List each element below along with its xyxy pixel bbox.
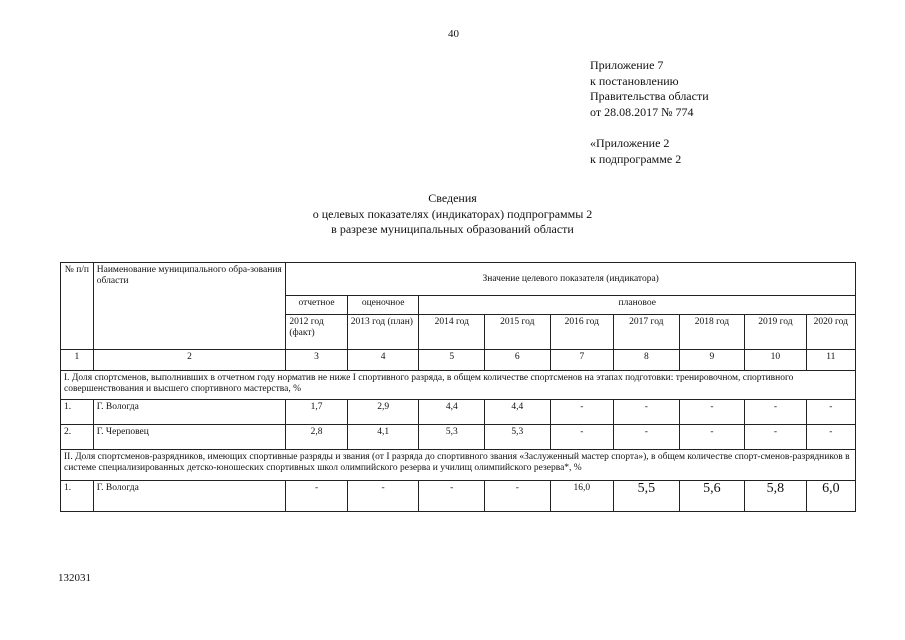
value-cell: 5,6 [679,481,745,512]
value-cell: - [286,481,347,512]
value-cell: 16,0 [550,481,614,512]
value-cell: 6,0 [806,481,855,512]
value-cell: 5,3 [485,425,551,450]
document-heading [0,191,905,238]
column-number: 8 [614,350,680,371]
value-cell: - [679,400,745,425]
header-name: Наименование муниципального обра-зования области [93,263,286,350]
indicators-table [60,262,856,512]
appendix-line: Приложение 7 [590,58,664,72]
appendix-line: к подпрограмме 2 [590,151,682,166]
header-value: Значение целевого показателя (индикатора) [286,263,856,296]
header-no: № п/п [61,263,94,350]
value-cell: - [485,481,551,512]
header-year: 2015 год [485,315,551,350]
value-cell: 2,9 [347,400,419,425]
appendix-note [590,58,709,167]
value-cell: - [745,425,806,450]
header-year: 2013 год (план) [347,315,419,350]
value-cell: 1,7 [286,400,347,425]
header-year: 2018 год [679,315,745,350]
value-cell: 5,5 [614,481,680,512]
column-number: 3 [286,350,347,371]
column-number: 4 [347,350,419,371]
column-number: 2 [93,350,286,371]
value-cell: - [745,400,806,425]
appendix-line: Правительства области [590,89,709,103]
value-cell: - [347,481,419,512]
column-number: 6 [485,350,551,371]
column-number: 10 [745,350,806,371]
appendix-line: к постановлению [590,73,679,88]
value-cell: 5,3 [419,425,485,450]
value-cell: 5,8 [745,481,806,512]
header-year: 2014 год [419,315,485,350]
header-year: 2019 год [745,315,806,350]
header-year: 2017 год [614,315,680,350]
value-cell: - [419,481,485,512]
header-estimated: оценочное [347,296,419,315]
heading-line: Сведения [428,191,477,205]
value-cell: - [614,425,680,450]
section-title: I. Доля спортсменов, выполнивших в отчетном году норматив не ниже I спортивного разряда, в общем количестве спортсменов на этапах подготовки: тренировочном, спортивного совершенствования и высшего спортивного мастерства, % [61,371,856,400]
header-year: 2012 год (факт) [286,315,347,350]
value-cell: 2,8 [286,425,347,450]
page-number: 40 [448,28,459,40]
value-cell: 4,4 [419,400,485,425]
row-number: 1. [61,400,94,425]
municipality-name: Г. Вологда [93,481,286,512]
value-cell: - [550,400,614,425]
column-number: 11 [806,350,855,371]
value-cell: - [806,400,855,425]
header-year: 2020 год [806,315,855,350]
value-cell: - [806,425,855,450]
column-number: 5 [419,350,485,371]
municipality-name: Г. Вологда [93,400,286,425]
value-cell: - [614,400,680,425]
appendix-line: от 28.08.2017 № 774 [590,104,694,119]
municipality-name: Г. Череповец [93,425,286,450]
header-year: 2016 год [550,315,614,350]
header-planned: плановое [419,296,856,315]
section-title: II. Доля спортсменов-разрядников, имеющих спортивные разряды и звания (от I разряда до спортивного звания «Заслуженный мастер спорта»), в общем количестве спорт-сменов-разрядников в системе специализированных детско-юношеских спортивных школ олимпийского резерва и училищ олимпийского резерва*, % [61,450,856,481]
row-number: 2. [61,425,94,450]
appendix-line: «Приложение 2 [590,136,670,150]
column-number: 9 [679,350,745,371]
column-number: 1 [61,350,94,371]
row-number: 1. [61,481,94,512]
column-number: 7 [550,350,614,371]
heading-line: в разрезе муниципальных образований области [331,222,574,236]
value-cell: - [679,425,745,450]
document-code: 132031 [58,572,91,584]
value-cell: - [550,425,614,450]
header-reported: отчетное [286,296,347,315]
value-cell: 4,4 [485,400,551,425]
value-cell: 4,1 [347,425,419,450]
heading-line: о целевых показателях (индикаторах) подпрограммы 2 [312,206,593,221]
